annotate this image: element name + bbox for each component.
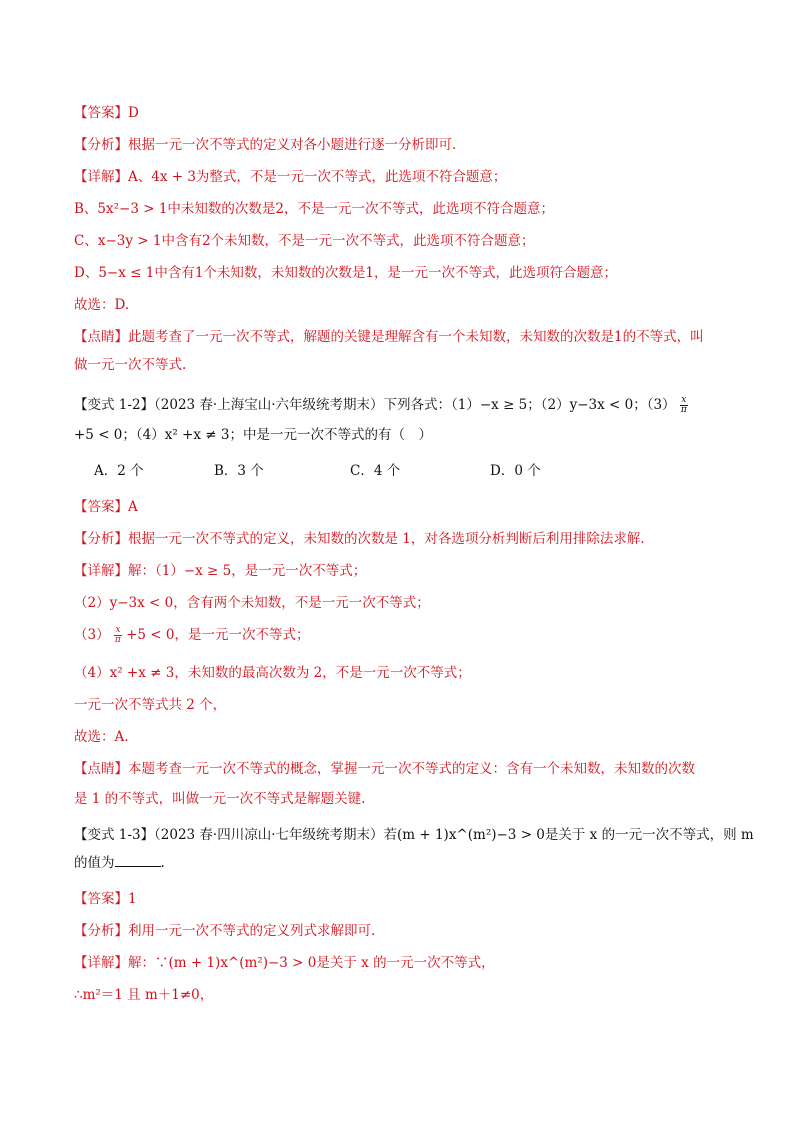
question-text: 【变式 1-2】（2023 春·上海宝山·六年级统考期末）下列各式：（1）−x ≥ 5；（2）y−3x < 0；（3） [74, 397, 676, 413]
option-row [94, 462, 724, 480]
fraction-denominator: π [680, 405, 687, 415]
option-b: B．3 个 [214, 463, 264, 479]
detail-line: 一元一次不等式共 2 个， [74, 697, 227, 713]
option-c: C．4 个 [350, 463, 401, 479]
detail-line: 【详解】解：（1）−x ≥ 5，是一元一次不等式； [74, 563, 367, 579]
comment-line: 是 1 的不等式，叫做一元一次不等式是解题关键. [74, 791, 366, 807]
detail-text: （3） [74, 627, 110, 643]
detail-line: 【详解】A、4x + 3为整式，不是一元一次不等式，此选项不符合题意； [74, 169, 507, 185]
comment-line: 【点睛】本题考查一元一次不等式的概念，掌握一元一次不等式的定义：含有一个未知数，未知数的次数 [74, 761, 695, 777]
detail-line: D、5−x ≤ 1中含有1个未知数，未知数的次数是1，是一元一次不等式，此选项符合题意； [74, 265, 617, 281]
choice-line: 故选：D. [74, 297, 130, 313]
fraction-numerator: x [681, 395, 687, 405]
question-text: . [160, 855, 165, 871]
detail-line: 【详解】解：∵(m + 1)x^(m²)−3 > 0是关于 x 的一元一次不等式， [74, 955, 495, 971]
option-d: D．0 个 [490, 463, 541, 479]
answer-blank [115, 854, 161, 867]
detail-line: ∴m²＝1 且 m＋1≠0， [74, 987, 214, 1003]
question-stem [74, 854, 724, 872]
detail-line: （2）y−3x < 0，含有两个未知数，不是一元一次不等式； [74, 595, 430, 611]
analysis-line: 【分析】利用一元一次不等式的定义列式求解即可. [74, 923, 376, 939]
answer-line: 【答案】D [74, 105, 139, 121]
comment-line: 【点睛】此题考查了一元一次不等式，解题的关键是理解含有一个未知数，未知数的次数是1的不等式，叫 [74, 329, 704, 345]
fraction [680, 396, 688, 415]
question-stem: +5 < 0；（4）x² +x ≠ 3；中是一元一次不等式的有（ ） [74, 427, 432, 443]
question-stem [74, 396, 724, 415]
fraction-numerator: x [115, 625, 121, 635]
answer-line: 【答案】1 [74, 891, 137, 907]
question-text: 的值为 [74, 855, 115, 871]
comment-line: 做一元一次不等式. [74, 357, 187, 373]
question-stem: 【变式 1-3】（2023 春·四川凉山·七年级统考期末）若(m + 1)x^(m²)−3 > 0是关于 x 的一元一次不等式，则 m [74, 827, 754, 843]
detail-text: +5 < 0，是一元一次不等式； [126, 627, 310, 643]
answer-line: 【答案】A [74, 499, 138, 515]
fraction [114, 626, 122, 645]
detail-line: （4）x² +x ≠ 3，未知数的最高次数为 2，不是一元一次不等式； [74, 665, 471, 681]
choice-line: 故选：A. [74, 729, 129, 745]
detail-line [74, 626, 724, 645]
analysis-line: 【分析】根据一元一次不等式的定义，未知数的次数是 1，对各选项分析判断后利用排除法求解. [74, 531, 645, 547]
fraction-denominator: π [114, 635, 121, 645]
option-a: A．2 个 [94, 463, 144, 479]
detail-line: B、5x²−3 > 1中未知数的次数是2，不是一元一次不等式，此选项不符合题意； [74, 201, 555, 217]
detail-line: C、x−3y > 1中含有2个未知数，不是一元一次不等式，此选项不符合题意； [74, 233, 535, 249]
analysis-line: 【分析】根据一元一次不等式的定义对各小题进行逐一分析即可. [74, 137, 457, 153]
